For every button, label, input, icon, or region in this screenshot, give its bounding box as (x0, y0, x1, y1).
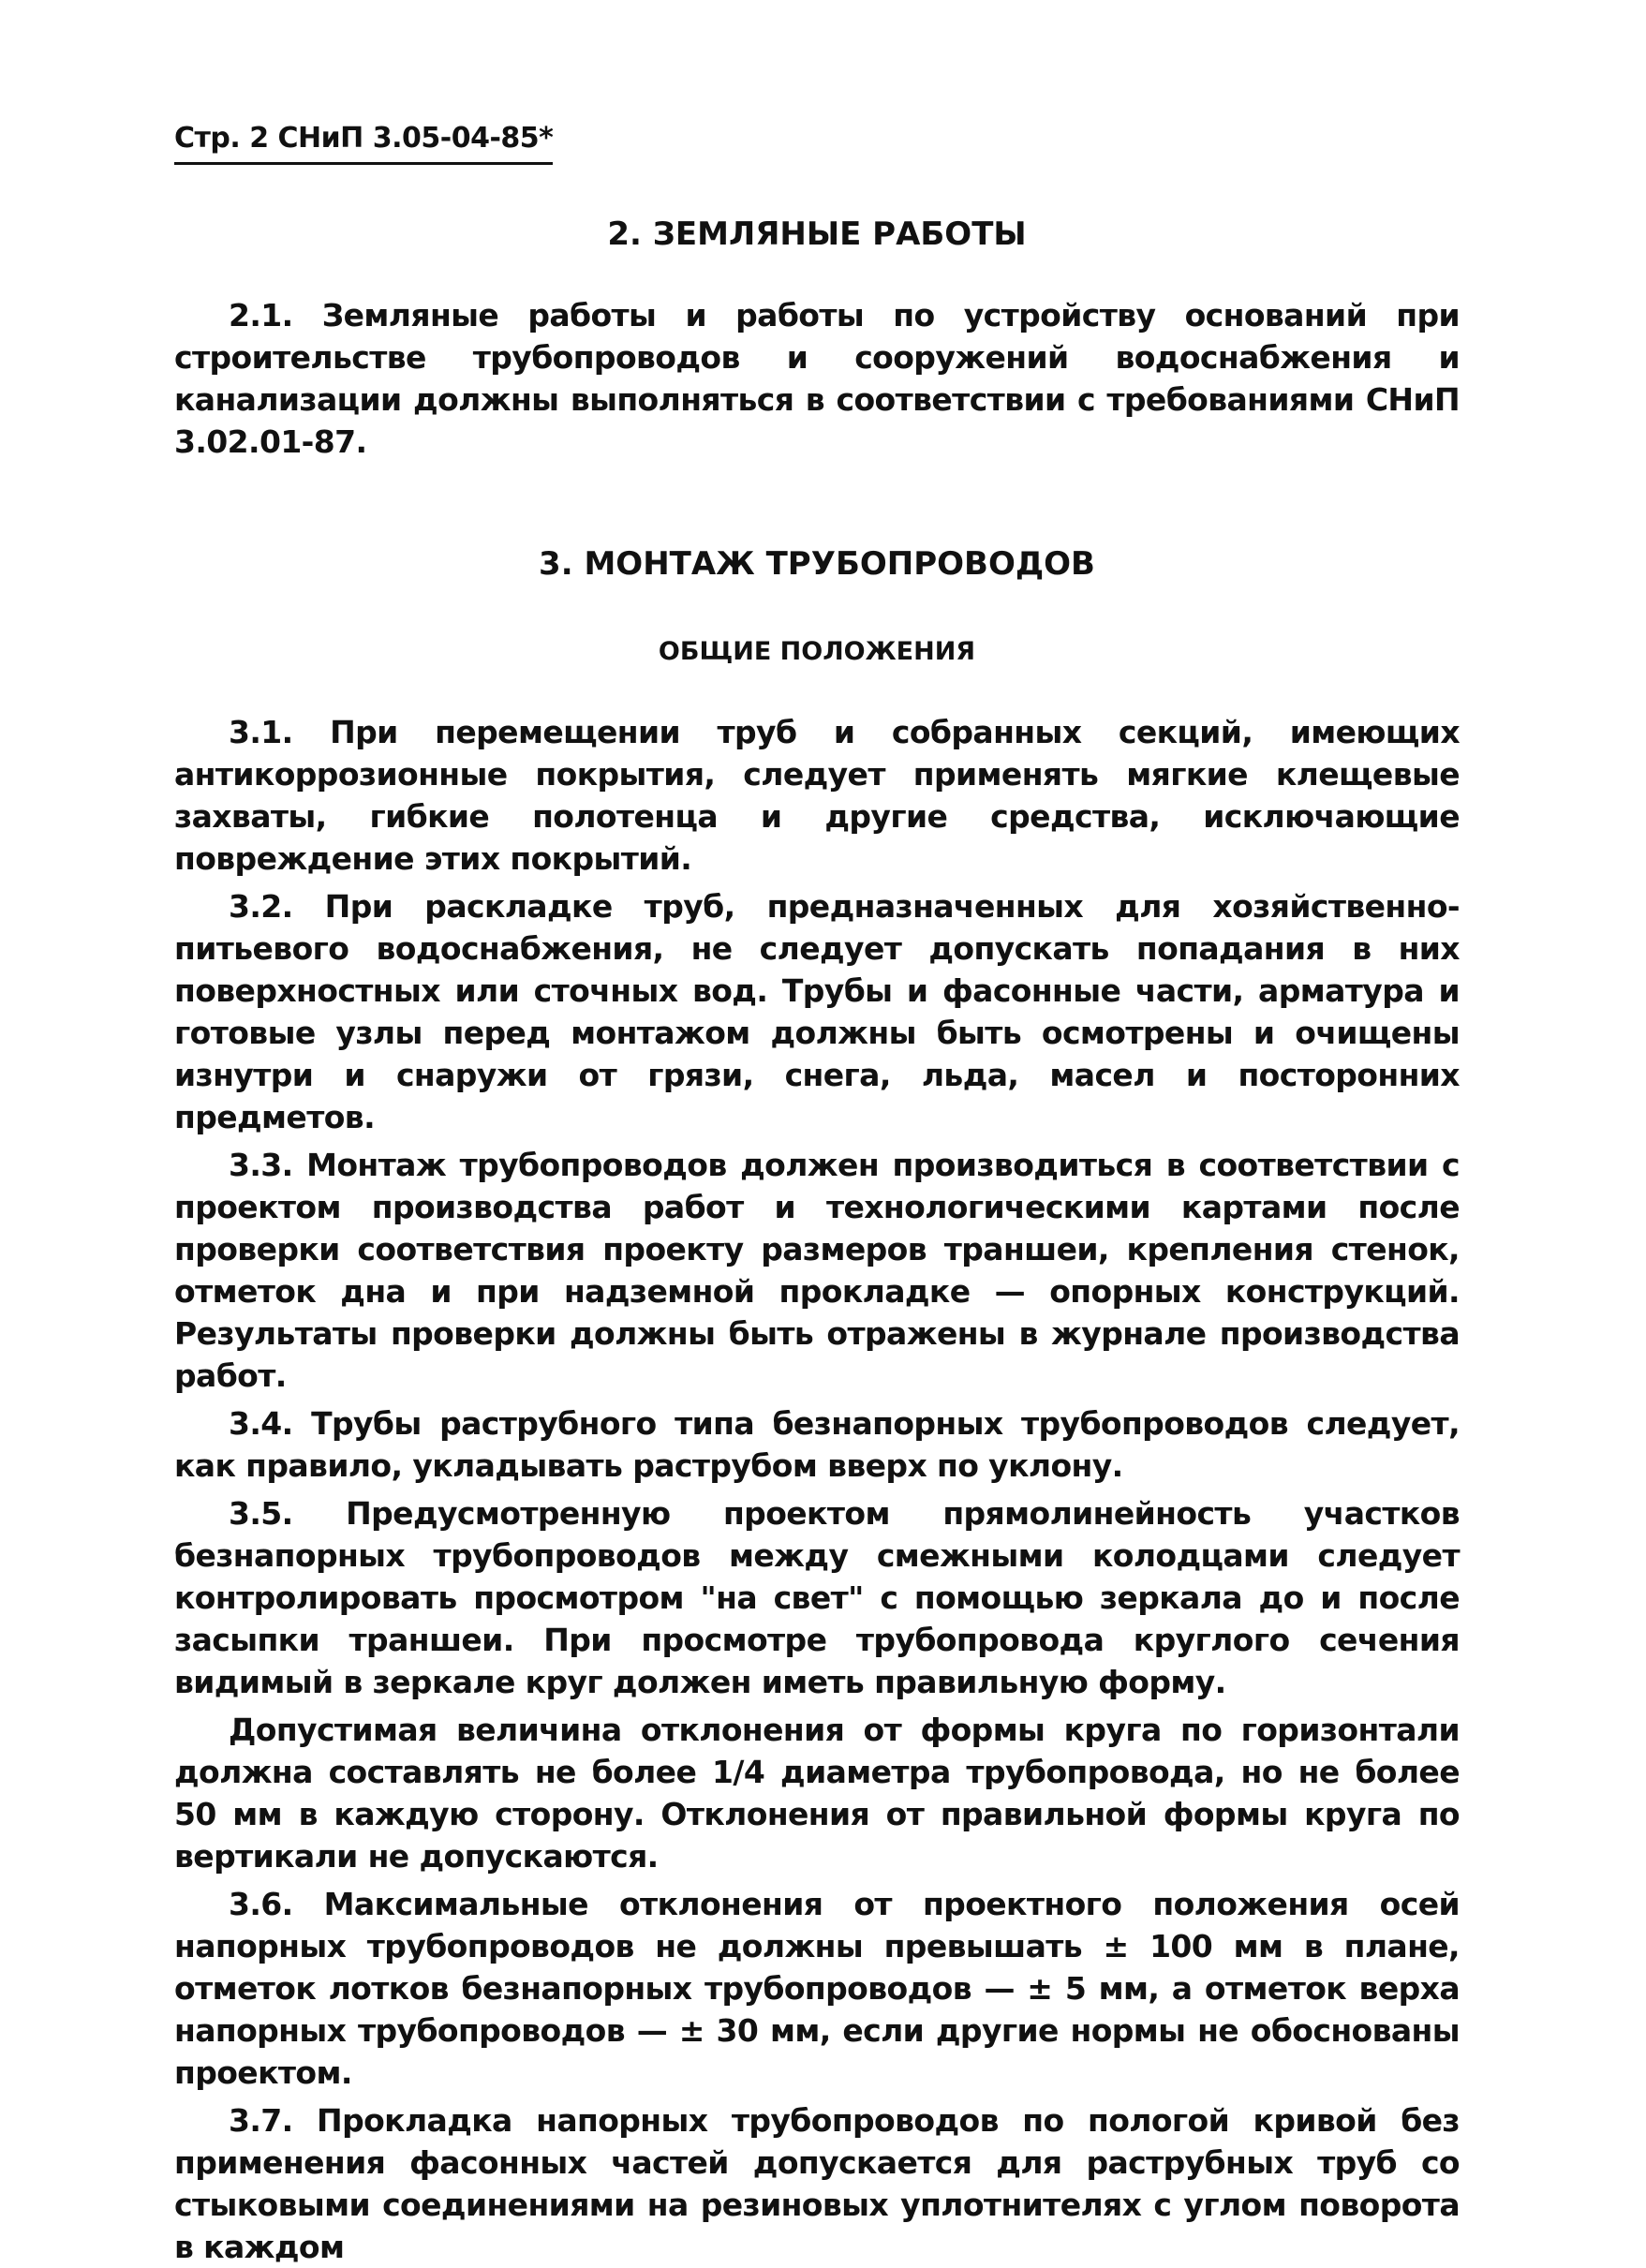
paragraph-number: 3.5. (229, 1495, 293, 1532)
paragraph-text: Земляные работы и работы по устройству оснований при строительстве трубопроводов и сооружений водоснабжения и канализации должны выполняться в соответствии с требованиями СНиП 3.02.01-87. (174, 297, 1460, 460)
paragraph-number: 3.2. (229, 888, 293, 925)
paragraph-2-1 (174, 294, 1460, 463)
paragraph-3-5 (174, 1492, 1460, 1703)
paragraph-number: 3.1. (229, 714, 293, 750)
paragraph-text: Прокладка напорных трубопроводов по пологой кривой без применения фасонных частей допускается для раструбных труб со стыковыми соединениями на резиновых уплотнителях с углом поворота в каждом (174, 2102, 1460, 2265)
paragraph-3-7 (174, 2099, 1460, 2268)
document-page (174, 112, 1460, 2268)
paragraph-number: 3.4. (229, 1405, 293, 1442)
running-header: Стр. 2 СНиП 3.05-04-85* (174, 122, 553, 165)
paragraph-text: При раскладке труб, предназначенных для хозяйственно-питьевого водоснабжения, не следует допускать попадания в них поверхностных или сточных вод. Трубы и фасонные части, арматура и готовые узлы перед монтажом должны быть осмотрены и очищены изнутри и снаружи от грязи, снега, льда, масел и посторонних предметов. (174, 888, 1460, 1135)
section-2-title: 2. ЗЕМЛЯНЫЕ РАБОТЫ (607, 215, 1027, 253)
paragraph-3-6 (174, 1883, 1460, 2094)
paragraph-number: 3.3. (229, 1147, 293, 1183)
paragraph-text: Трубы раструбного типа безнапорных трубопроводов следует, как правило, укладывать раструбом вверх по уклону. (174, 1405, 1461, 1484)
paragraph-3-4 (174, 1402, 1460, 1487)
paragraph-number: 2.1. (229, 297, 293, 334)
subsection-title: ОБЩИЕ ПОЛОЖЕНИЯ (658, 637, 976, 666)
paragraph-number: 3.6. (229, 1886, 293, 1922)
paragraph-text: Предусмотренную проектом прямолинейность участков безнапорных трубопроводов между смежными колодцами следует контролировать просмотром "на свет" с помощью зеркала до и после засыпки траншеи. При просмотре трубопровода круглого сечения видимый в зеркале круг должен иметь правильную форму. (174, 1495, 1461, 1700)
paragraph-text: Допустимая величина отклонения от формы круга по горизонтали должна составлять не более 1/4 диаметра трубопровода, но не более 50 мм в каждую сторону. Отклонения от правильной формы круга по вертикали не допускаются. (174, 1712, 1460, 1875)
paragraph-3-3 (174, 1144, 1460, 1397)
paragraph-text: При перемещении труб и собранных секций, имеющих антикоррозионные покрытия, следует применять мягкие клещевые захваты, гибкие полотенца и другие средства, исключающие повреждение этих покрытий. (174, 714, 1461, 877)
paragraph-text: Монтаж трубопроводов должен производиться в соответствии с проектом производства работ и технологическими картами после проверки соответствия проекту размеров траншеи, крепления стенок, отметок дна и при надземной прокладке — опорных конструкций. Результаты проверки должны быть отражены в журнале производства работ. (174, 1147, 1460, 1394)
paragraph-3-1 (174, 711, 1460, 880)
paragraph-number: 3.7. (229, 2102, 293, 2139)
paragraph-3-2 (174, 885, 1460, 1138)
section-3-title: 3. МОНТАЖ ТРУБОПРОВОДОВ (539, 545, 1095, 583)
paragraph-3-5-continued (174, 1709, 1460, 1877)
paragraph-text: Максимальные отклонения от проектного положения осей напорных трубопроводов не должны превышать ± 100 мм в плане, отметок лотков безнапорных трубопроводов — ± 5 мм, а отметок верха напорных трубопроводов — ± 30 мм, если другие нормы не обоснованы проектом. (174, 1886, 1461, 2091)
